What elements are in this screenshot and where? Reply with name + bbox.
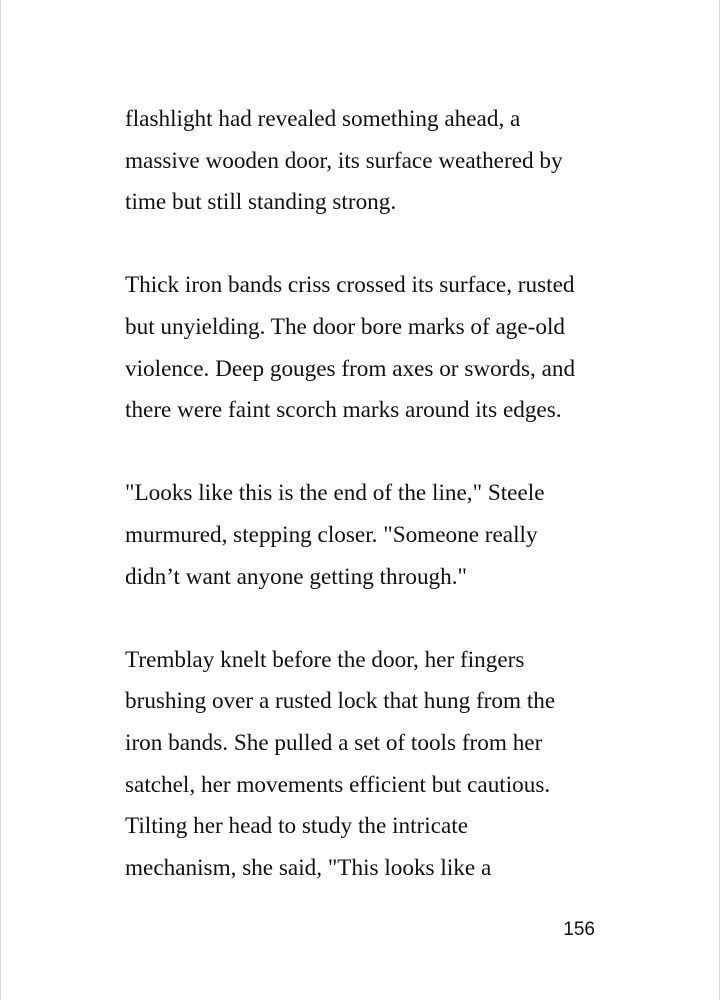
paragraph-2: [125, 265, 605, 431]
text-line: but unyielding. The door bore marks of age-old: [125, 313, 566, 340]
text-line: "Looks like this is the end of the line," Steele: [125, 480, 545, 507]
text-line: violence. Deep gouges from axes or swords, and: [125, 355, 576, 382]
paragraph-3: [125, 473, 605, 598]
text-line: there were faint scorch marks around its edges.: [125, 397, 562, 424]
text-line: satchel, her movements efficient but cautious.: [125, 771, 551, 798]
text-line: didn’t want anyone getting through.": [125, 563, 467, 590]
text-line: Thick iron bands criss crossed its surface, rusted: [125, 272, 575, 299]
body-text: [125, 99, 605, 931]
text-line: time but still standing strong.: [125, 189, 397, 216]
text-line: mechanism, she said, "This looks like a: [125, 854, 492, 881]
text-line: flashlight had revealed something ahead, a: [125, 106, 521, 132]
text-line: massive wooden door, its surface weathered by: [125, 147, 563, 174]
text-line: iron bands. She pulled a set of tools from her: [125, 729, 543, 756]
paragraph-1: [125, 99, 605, 224]
text-line: Tilting her head to study the intricate: [125, 813, 469, 840]
text-line: Tremblay knelt before the door, her fingers: [125, 646, 525, 673]
page-number: 156: [563, 919, 595, 940]
text-line: brushing over a rusted lock that hung from the: [125, 688, 556, 715]
text-line: murmured, stepping closer. "Someone really: [125, 521, 538, 548]
paragraph-4: [125, 640, 605, 890]
